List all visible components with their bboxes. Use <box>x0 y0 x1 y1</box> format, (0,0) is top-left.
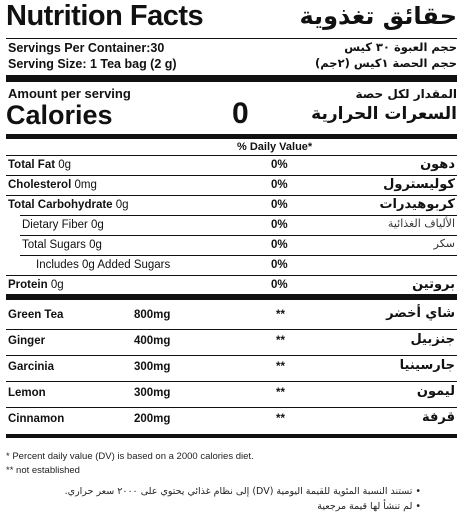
divider <box>6 38 457 39</box>
nutrient-amount: 0g <box>58 159 72 171</box>
footnote-dv: * Percent daily value (DV) is based on a 2000 calories diet. <box>6 451 254 462</box>
ingredient-name: Lemon <box>8 387 46 399</box>
nutrient-name <box>36 259 170 271</box>
servings-per-container-ar: حجم العبوة ٣٠ كيس <box>344 40 457 54</box>
nutrient-name <box>8 279 64 291</box>
nutrient-name <box>8 159 71 171</box>
nutrient-amount: 0mg <box>74 179 97 191</box>
nutrient-percent: 0% <box>271 159 288 171</box>
nutrient-label: Total Carbohydrate <box>8 199 113 211</box>
nutrient-name <box>22 239 102 251</box>
nutrient-row <box>6 196 457 215</box>
ingredient-name: Cinnamon <box>8 413 65 425</box>
nutrient-amount: 0g <box>89 239 102 251</box>
nutrition-label <box>2 0 461 516</box>
nutrient-row <box>6 216 457 235</box>
ingredient-dv: ** <box>276 361 285 373</box>
ingredient-amount: 400mg <box>134 335 171 347</box>
amount-per-serving: Amount per serving <box>8 86 131 101</box>
nutrient-name <box>8 179 97 191</box>
thick-divider <box>6 294 457 300</box>
nutrient-amount: 0g <box>91 219 104 231</box>
nutrient-name-ar: بروتين <box>412 277 455 292</box>
thick-divider <box>6 134 457 139</box>
nutrient-percent: 0% <box>271 179 288 191</box>
calories-value: 0 <box>232 97 249 130</box>
nutrient-percent: 0% <box>271 259 288 271</box>
nutrient-row <box>6 176 457 195</box>
ingredient-dv: ** <box>276 413 285 425</box>
ingredient-dv: ** <box>276 335 285 347</box>
ingredient-row <box>6 381 457 407</box>
title-ar: حقائق تغذوية <box>299 2 457 30</box>
nutrient-name-ar: دهون <box>420 157 455 172</box>
ingredient-name: Ginger <box>8 335 46 347</box>
nutrient-label: Total Sugars <box>22 239 86 251</box>
ingredient-name: Garcinia <box>8 361 55 373</box>
ingredient-name-ar: جارسينيا <box>399 358 455 373</box>
nutrient-row <box>6 236 457 255</box>
ingredient-amount: 300mg <box>134 387 171 399</box>
ingredient-row <box>6 329 457 355</box>
nutrient-label: Protein <box>8 279 48 291</box>
nutrient-row <box>6 276 457 295</box>
ingredient-name-ar: شاي أخضر <box>386 306 455 321</box>
nutrient-name <box>8 199 129 211</box>
nutrient-name-ar: الألياف الغذائية <box>387 217 455 230</box>
nutrient-amount: 0g <box>50 279 64 291</box>
nutrient-amount: 0g <box>115 199 129 211</box>
serving-size: Serving Size: 1 Tea bag (2 g) <box>8 57 177 71</box>
nutrient-name-ar: كوليسترول <box>383 177 455 192</box>
ingredient-row <box>6 355 457 381</box>
thick-divider <box>6 75 457 82</box>
calories-label: Calories <box>6 100 113 130</box>
thick-divider <box>6 434 457 438</box>
nutrient-row <box>6 256 457 275</box>
nutrient-row <box>6 156 457 175</box>
nutrient-name-ar: كربوهيدرات <box>379 197 455 212</box>
calories-label-ar: السعرات الحرارية <box>311 104 457 124</box>
ingredient-name-ar: ليمون <box>416 384 455 399</box>
footnote-not-established: ** not established <box>6 465 80 476</box>
nutrient-percent: 0% <box>271 219 288 231</box>
ingredient-name-ar: قرفة <box>422 410 455 425</box>
nutrient-percent: 0% <box>271 199 288 211</box>
nutrient-name-ar: سكر <box>433 237 455 250</box>
ingredient-amount: 800mg <box>134 309 171 321</box>
ingredient-row <box>6 407 457 433</box>
serving-size-ar: حجم الحصة ١كيس (٢جم) <box>315 56 457 70</box>
ingredient-dv: ** <box>276 387 285 399</box>
nutrient-label: Total Fat <box>8 159 56 171</box>
servings-per-container: Servings Per Container:30 <box>8 41 165 55</box>
nutrient-percent: 0% <box>271 239 288 251</box>
footnote-dv-ar: • تستند النسبة المئوية للقيمة اليومية (DV) إلى نظام غذائي يحتوي على ٢٠٠٠ سعر حراري. <box>64 486 421 497</box>
nutrient-name <box>22 219 104 231</box>
daily-value-header: % Daily Value* <box>237 141 313 153</box>
ingredient-row <box>6 303 457 329</box>
nutrient-label: Dietary Fiber <box>22 219 88 231</box>
footnote-not-established-ar: • لم تنشأ لها قيمة مرجعية <box>317 501 421 512</box>
amount-per-serving-ar: المقدار لكل حصة <box>355 87 457 101</box>
nutrient-label: Includes 0g Added Sugars <box>36 259 171 271</box>
ingredient-name-ar: جنزبيل <box>410 332 455 347</box>
title-en: Nutrition Facts <box>6 0 204 32</box>
ingredient-amount: 300mg <box>134 361 171 373</box>
nutrient-label: Cholesterol <box>8 179 72 191</box>
nutrient-percent: 0% <box>271 279 288 291</box>
ingredient-amount: 200mg <box>134 413 171 425</box>
ingredient-name: Green Tea <box>8 309 64 321</box>
ingredient-dv: ** <box>276 309 285 321</box>
